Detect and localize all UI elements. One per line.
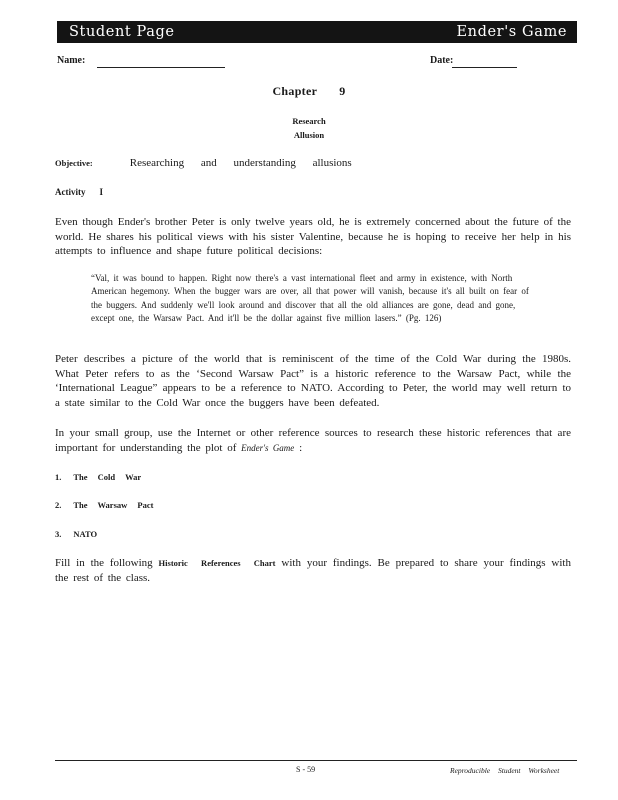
item-number: 1. xyxy=(55,472,62,482)
instruction-text: In your small group, use the Internet or other reference sources to research these historic references that are important for understanding the plot of xyxy=(55,427,571,454)
date-field-line xyxy=(452,67,517,68)
item-number: 3. xyxy=(55,529,62,539)
book-title: Ender's Game xyxy=(241,442,295,453)
objective-label: Objective: xyxy=(55,158,93,168)
activity-number: I xyxy=(99,187,104,197)
name-field-line xyxy=(97,67,225,68)
item-number: 2. xyxy=(55,500,62,510)
chapter-number: 9 xyxy=(339,84,346,98)
list-item xyxy=(55,472,141,482)
context-paragraph: Peter describes a picture of the world that is reminiscent of the time of the Cold War during the 1980s. What Peter refers to as the ‘Second Warsaw Pact” is a historic reference to the Warsaw Pact, while the ‘International League” appears to be a reference to NATO. According to Peter, the world may well return to a state similar to the Cold War once the buggers have been defeated. xyxy=(55,353,571,409)
header-left-title: Student Page xyxy=(69,24,175,40)
subtitle-allusion: Allusion xyxy=(293,130,325,140)
chapter-heading xyxy=(0,84,618,99)
closing-text-end: with your findings. Be prepared to share your findings with the rest of the class. xyxy=(55,557,571,584)
header-banner xyxy=(57,21,577,43)
intro-paragraph: Even though Ender's brother Peter is only twelve years old, he is extremely concerned about the future of the world. He shares his political views with his sister Valentine, because he is hoping to receive her help in his attempts to influence and shape future political decisions: xyxy=(55,216,571,257)
footer-label: Reproducible Student Worksheet xyxy=(450,766,560,775)
activity-heading xyxy=(55,187,103,197)
footer-rule xyxy=(55,760,577,761)
chapter-label: Chapter xyxy=(272,84,318,98)
list-item xyxy=(55,529,97,539)
objective-text: Researching and understanding allusions xyxy=(129,157,352,169)
chart-name: Historic References Chart xyxy=(158,558,276,568)
closing-paragraph xyxy=(55,556,571,585)
date-label: Date: xyxy=(430,55,454,66)
header-right-title: Ender's Game xyxy=(456,24,567,40)
objective-line xyxy=(55,157,352,169)
subtitle-research: Research xyxy=(292,116,326,126)
name-label: Name: xyxy=(57,55,86,66)
book-quote: “Val, it was bound to happen. Right now there's a vast international fleet and army in existence, with North American hegemony. When the bugger wars are over, all that power will vanish, because it's all built on fear of the buggers. And suddenly we'll look around and discover that all the old alliances are gone, dead and gone, except one, the Warsaw Pact. And it'll be the dollar against five million lasers.” (Pg. 126) xyxy=(91,273,529,323)
item-label: The Cold War xyxy=(73,472,142,482)
closing-text: Fill in the following xyxy=(55,557,153,569)
instruction-paragraph xyxy=(55,426,571,455)
item-label: The Warsaw Pact xyxy=(73,500,154,510)
instruction-end: : xyxy=(299,441,303,454)
page-number: S - 59 xyxy=(296,765,316,774)
item-label: NATO xyxy=(73,529,98,539)
name-date-row xyxy=(57,55,577,71)
activity-label: Activity xyxy=(55,187,86,197)
list-item xyxy=(55,500,153,510)
